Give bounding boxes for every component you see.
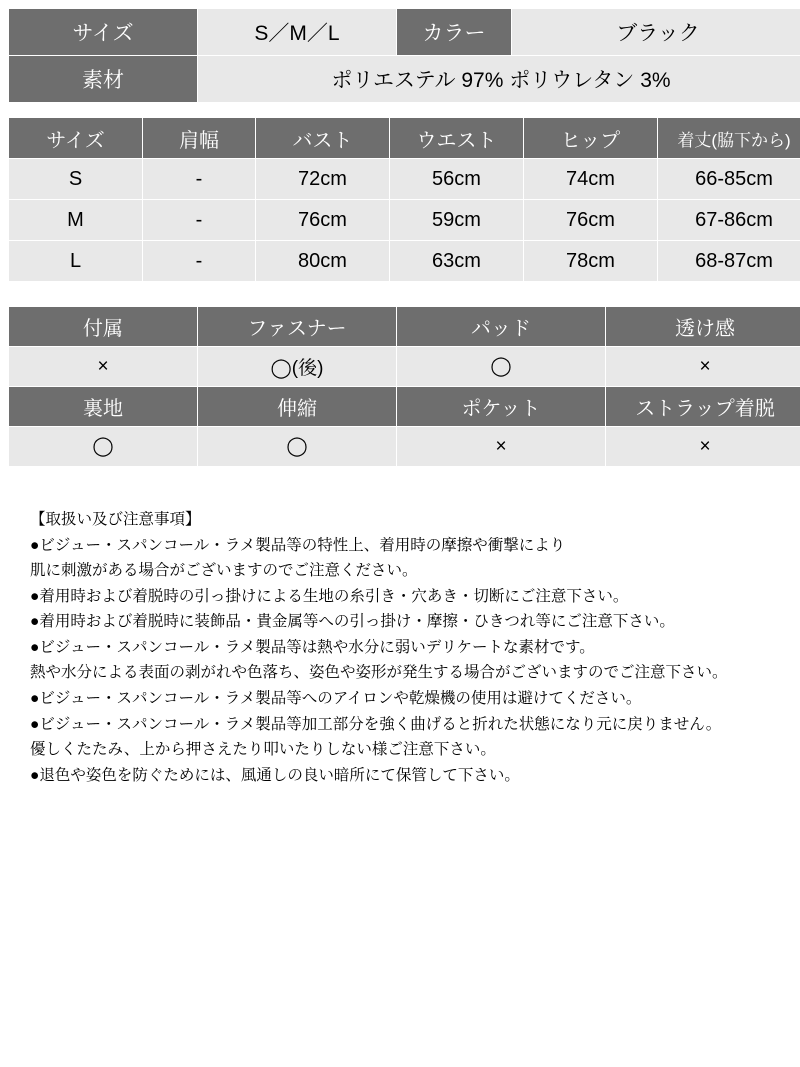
attributes-table <box>8 306 800 467</box>
care-note-line: ●ビジュー・スパンコール・ラメ製品等の特性上、着用時の摩擦や衝撃により <box>30 536 566 554</box>
cell-waist: 63cm <box>390 241 524 282</box>
size-col-hip: ヒップ <box>524 118 658 159</box>
cell-bust: 76cm <box>256 200 390 241</box>
size-col-waist: ウエスト <box>390 118 524 159</box>
cell-waist: 56cm <box>390 159 524 200</box>
table-row <box>9 241 800 282</box>
spec-value-color: ブラック <box>512 9 800 56</box>
attr-value-accessory: × <box>9 347 198 387</box>
spec-row <box>9 56 800 103</box>
care-note-line: 優しくたたみ、上から押さえたり叩いたりしない様ご注意下さい。 <box>30 741 496 759</box>
size-col-length: 着丈(脇下から) <box>658 118 800 159</box>
cell-length: 66-85cm <box>658 159 800 200</box>
cell-size: S <box>9 159 143 200</box>
attr-header-row-1 <box>9 307 800 347</box>
cell-bust: 80cm <box>256 241 390 282</box>
cell-length: 68-87cm <box>658 241 800 282</box>
size-col-bust: バスト <box>256 118 390 159</box>
attr-value-sheerness: × <box>606 347 800 387</box>
cell-shoulder: - <box>143 159 256 200</box>
care-note-line: ●退色や姿色を防ぐためには、風通しの良い暗所にて保管して下さい。 <box>30 766 520 784</box>
spec-table <box>8 8 800 103</box>
cell-waist: 59cm <box>390 200 524 241</box>
attr-label-pocket: ポケット <box>397 387 606 427</box>
care-notes <box>8 507 792 788</box>
spec-value-material: ポリエステル 97% ポリウレタン 3% <box>198 56 800 103</box>
cell-hip: 74cm <box>524 159 658 200</box>
spec-value-size: S／M／L <box>198 9 397 56</box>
attr-label-lining: 裏地 <box>9 387 198 427</box>
care-note-line: ●ビジュー・スパンコール・ラメ製品等へのアイロンや乾燥機の使用は避けてください。 <box>30 689 642 707</box>
care-note-line: 熱や水分による表面の剥がれや色落ち、姿色や姿形が発生する場合がございますのでご注意下さい。 <box>30 664 728 682</box>
cell-hip: 76cm <box>524 200 658 241</box>
care-note-line: ●着用時および着脱時に装飾品・貴金属等への引っ掛け・摩擦・ひきつれ等にご注意下さい。 <box>30 613 675 631</box>
spec-label-size: サイズ <box>9 9 198 56</box>
cell-size: M <box>9 200 143 241</box>
size-col-shoulder: 肩幅 <box>143 118 256 159</box>
attr-label-zipper: ファスナー <box>198 307 397 347</box>
attr-value-zipper: ◯(後) <box>198 347 397 387</box>
attr-label-stretch: 伸縮 <box>198 387 397 427</box>
attr-label-accessory: 付属 <box>9 307 198 347</box>
cell-bust: 72cm <box>256 159 390 200</box>
spec-row <box>9 9 800 56</box>
cell-hip: 78cm <box>524 241 658 282</box>
cell-size: L <box>9 241 143 282</box>
attr-label-sheerness: 透け感 <box>606 307 800 347</box>
care-notes-title: 【取扱い及び注意事項】 <box>30 511 201 528</box>
spec-label-material: 素材 <box>9 56 198 103</box>
spec-label-color: カラー <box>397 9 512 56</box>
table-row <box>9 159 800 200</box>
care-note-line: ●ビジュー・スパンコール・ラメ製品等は熱や水分に弱いデリケートな素材です。 <box>30 638 595 656</box>
attr-label-pad: パッド <box>397 307 606 347</box>
attr-header-row-2 <box>9 387 800 427</box>
care-note-line: ●ビジュー・スパンコール・ラメ製品等加工部分を強く曲げると折れた状態になり元に戻りません。 <box>30 715 722 733</box>
cell-shoulder: - <box>143 200 256 241</box>
attr-value-lining: ◯ <box>9 427 198 467</box>
attr-value-row-2 <box>9 427 800 467</box>
size-col-size: サイズ <box>9 118 143 159</box>
size-table <box>8 117 800 282</box>
cell-shoulder: - <box>143 241 256 282</box>
table-row <box>9 200 800 241</box>
attr-label-strap-detach: ストラップ着脱 <box>606 387 800 427</box>
attr-value-pad: ◯ <box>397 347 606 387</box>
size-table-header-row <box>9 118 800 159</box>
attr-value-row-1 <box>9 347 800 387</box>
care-note-line: ●着用時および着脱時の引っ掛けによる生地の糸引き・穴あき・切断にご注意下さい。 <box>30 587 629 605</box>
care-note-line: 肌に刺激がある場合がございますのでご注意ください。 <box>30 562 418 580</box>
spacer <box>8 282 792 306</box>
cell-length: 67-86cm <box>658 200 800 241</box>
attr-value-pocket: × <box>397 427 606 467</box>
attr-value-strap-detach: × <box>606 427 800 467</box>
spacer <box>8 103 792 117</box>
attr-value-stretch: ◯ <box>198 427 397 467</box>
